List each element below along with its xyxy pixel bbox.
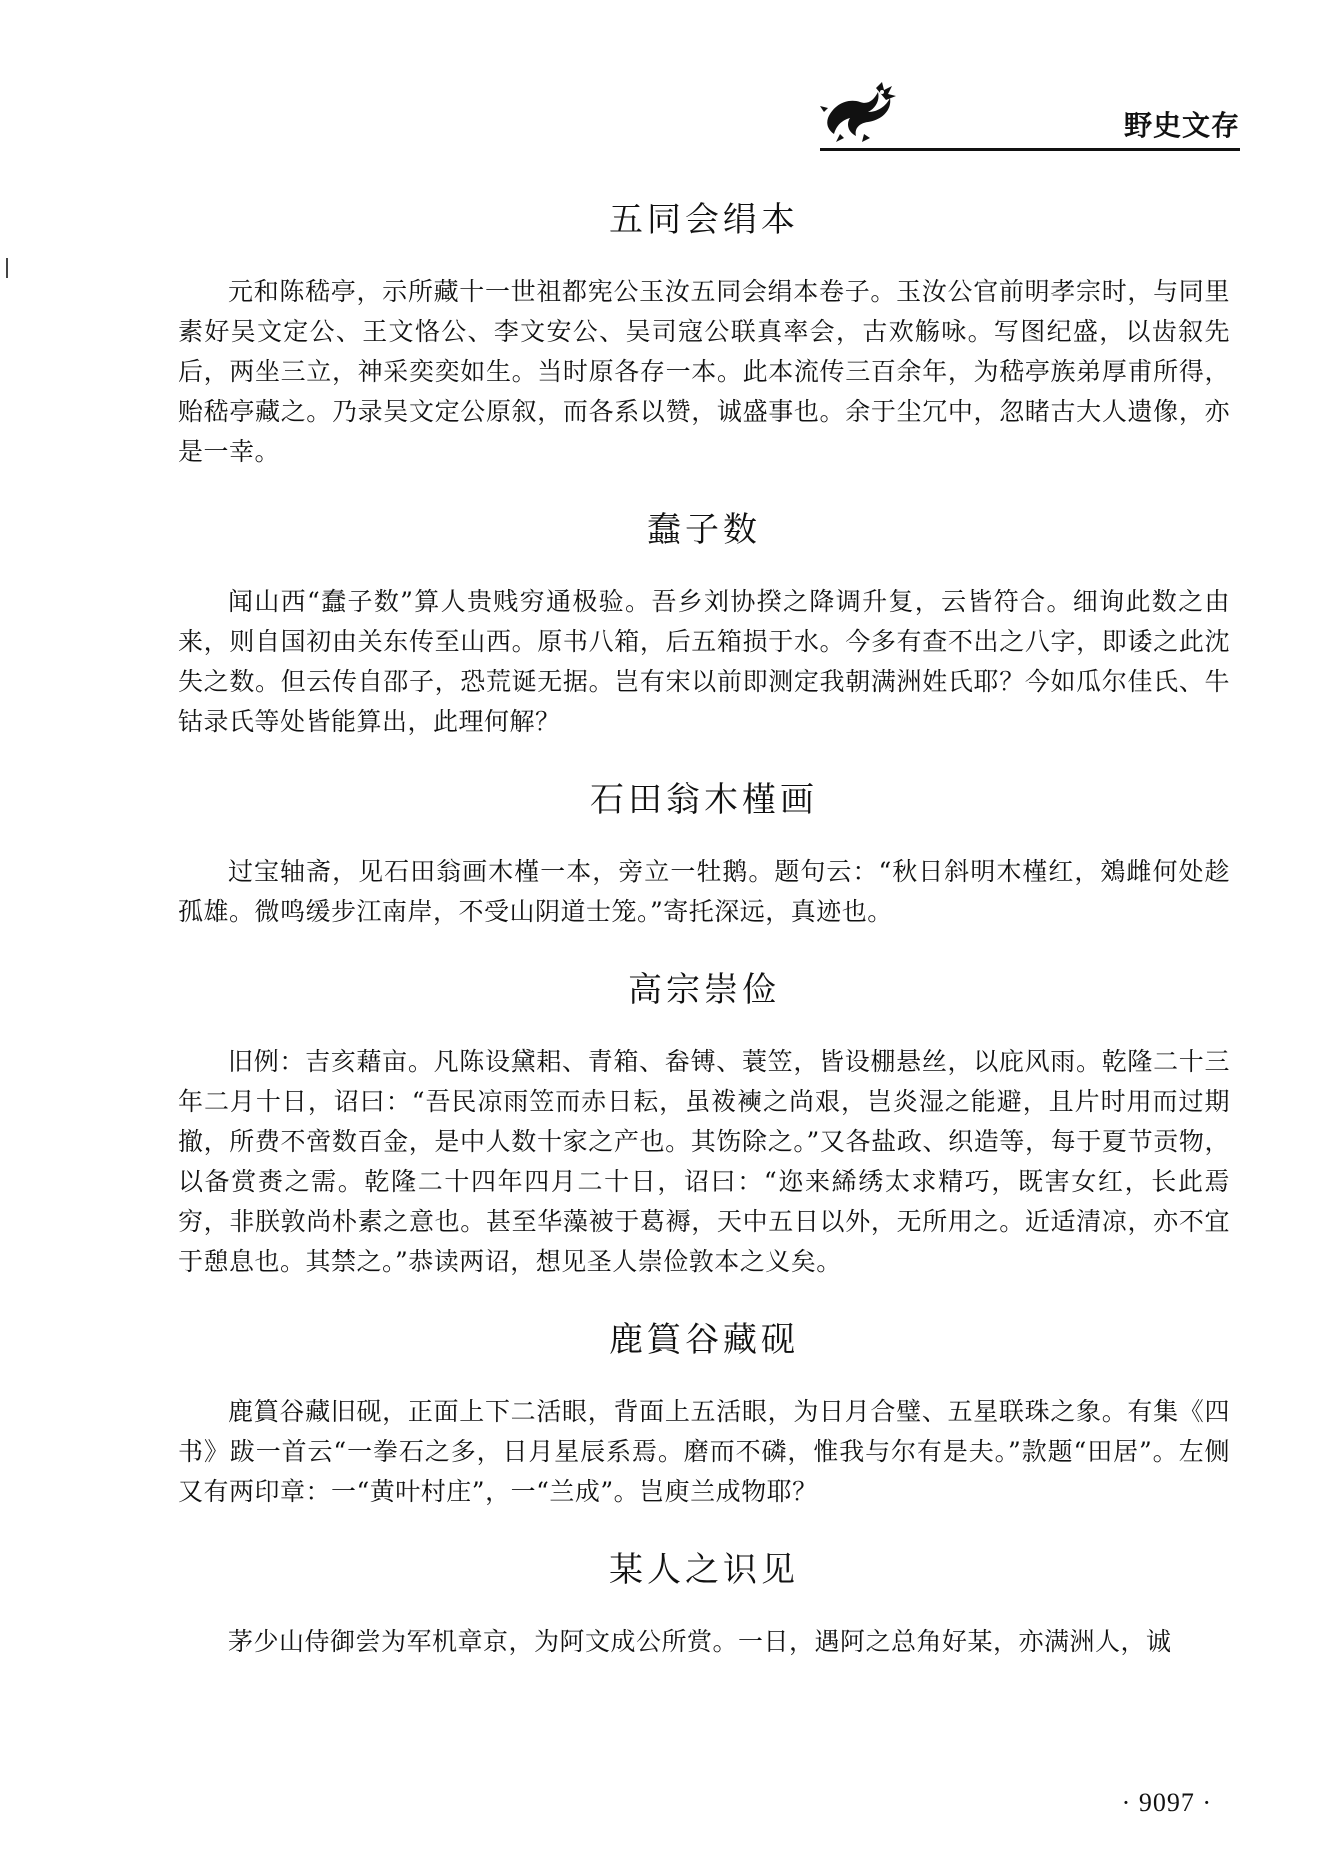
running-header [820, 78, 1240, 154]
header-divider [820, 148, 1240, 151]
margin-mark [6, 258, 8, 278]
section-title: 鹿篔谷藏砚 [609, 1320, 799, 1360]
section-paragraph: 过宝轴斋，见石田翁画木槿一本，旁立一牡鹅。题句云：“秋日斜明木槿红，鵁雌何处趁孤雄。微鸣缓步江南岸，不受山阴道士笼。”寄托深远，真迹也。 [178, 857, 1230, 926]
page-number: · 9097 · [1121, 1788, 1212, 1817]
section-title: 五同会绢本 [609, 200, 799, 240]
section-title: 某人之识见 [609, 1550, 799, 1590]
section-paragraph: 闻山西“蠢子数”算人贵贱穷通极验。吾乡刘协揆之降调升复，云皆符合。细询此数之由来，则自国初由关东传至山西。原书八箱，后五箱损于水。今多有查不出之八字，即诿之此沈失之数。但云传自邵子，恐荒诞无据。岂有宋以前即测定我朝满洲姓氏耶？今如瓜尔佳氏、牛钴录氏等处皆能算出，此理何解？ [178, 587, 1230, 736]
section-paragraph: 旧例：吉亥藉亩。凡陈设黛耜、青箱、畚镈、蓑笠，皆设棚悬丝，以庇风雨。乾隆二十三年二月十日，诏曰：“吾民凉雨笠而赤日耘，虽袯襫之尚艰，岂炎湿之能避，且片时用而过期撤，所费不啻数百金，是中人数十家之产也。其饬除之。”又各盐政、织造等，每于夏节贡物，以备赏赉之需。乾隆二十四年四月二十日，诏曰：“迩来絺绣太求精巧，既害女红，长此焉穷，非朕敦尚朴素之意也。甚至华藻被于葛褥，天中五日以外，无所用之。近适清凉，亦不宜于憩息也。其禁之。”恭读两诏，想见圣人崇俭敦本之义矣。 [178, 1047, 1230, 1276]
dragon-emblem-icon [820, 78, 900, 144]
section-paragraph: 元和陈嵇亭，示所藏十一世祖都宪公玉汝五同会绢本卷子。玉汝公官前明孝宗时，与同里素好吴文定公、王文恪公、李文安公、吴司寇公联真率会，古欢觞咏。写图纪盛，以齿叙先后，两坐三立，神采奕奕如生。当时原各存一本。此本流传三百余年，为嵇亭族弟厚甫所得，贻嵇亭藏之。乃录吴文定公原叙，而各系以赞，诚盛事也。余于尘冗中，忽睹古大人遗像，亦是一幸。 [178, 277, 1230, 466]
section-title: 石田翁木槿画 [590, 780, 818, 820]
book-series-title: 野史文存 [1123, 109, 1240, 142]
section-paragraph: 鹿篔谷藏旧砚，正面上下二活眼，背面上五活眼，为日月合璧、五星联珠之象。有集《四书》跋一首云“一拳石之多，日月星辰系焉。磨而不磷，惟我与尔有是夫。”款题“田居”。左侧又有两印章：一“黄叶村庄”，一“兰成”。岂庾兰成物耶？ [178, 1397, 1230, 1506]
section-paragraph: 茅少山侍御尝为军机章京，为阿文成公所赏。一日，遇阿之总角好某，亦满洲人，诚 [228, 1627, 1172, 1656]
section-title: 高宗崇俭 [628, 970, 780, 1010]
section-title: 蠢子数 [647, 510, 761, 550]
page-body [178, 196, 1230, 1662]
